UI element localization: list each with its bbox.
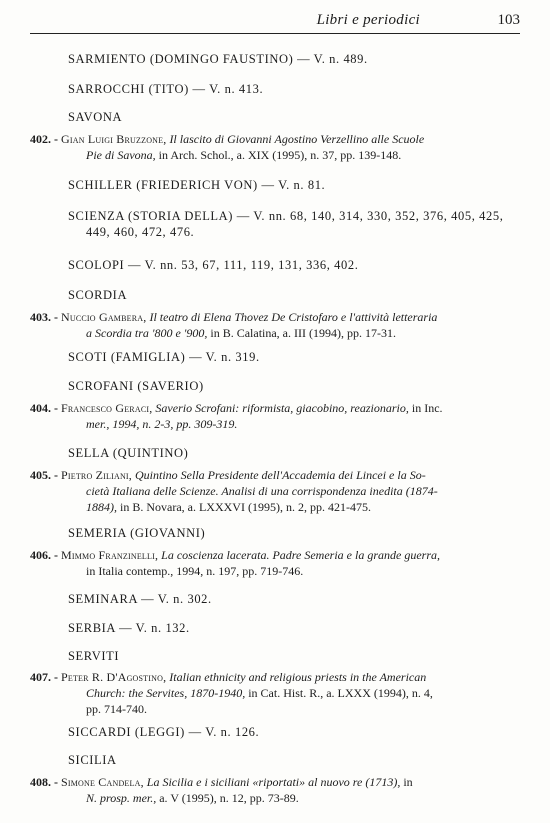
- heading-siccardi: SICCARDI (LEGGI) — V. n. 126.: [68, 725, 260, 739]
- header-rule: [30, 33, 520, 34]
- entry-406: 406. - Mimmo Franzinelli, La coscienza lacerata. Padre Semeria e la grande guerra, in Italia contemp., 1994, n. 197, pp. 719-746.: [30, 548, 440, 578]
- heading-sella: SELLA (QUINTINO): [68, 446, 189, 460]
- entry-403: 403. - Nuccio Gambera, Il teatro di Elena Thovez De Cristofaro e l'attività letteraria a Scordia tra '800 e '900, in B. Calatina, a. III (1994), pp. 17-31.: [30, 310, 438, 340]
- heading-scrofani: SCROFANI (SAVERIO): [68, 379, 204, 393]
- heading-scienza-cont: 449, 460, 472, 476.: [86, 225, 195, 239]
- entry-402: 402. - Gian Luigi Bruzzone, Il lascito di Giovanni Agostino Verzellino alle Scuole Pie di Savona, in Arch. Schol., a. XIX (1995), n. 37, pp. 139-148.: [30, 132, 425, 162]
- entry-404: 404. - Francesco Geraci, Saverio Scrofani: riformista, giacobino, reazionario, in Inc. mer., 1994, n. 2-3, pp. 309-319.: [30, 401, 443, 431]
- running-header: [30, 8, 520, 30]
- page-number: 103: [497, 12, 520, 28]
- heading-scoti: SCOTI (FAMIGLIA) — V. n. 319.: [68, 350, 260, 364]
- heading-sarmiento: SARMIENTO (DOMINGO FAUSTINO) — V. n. 489.: [68, 52, 368, 66]
- running-title: Libri e periodici: [316, 12, 420, 28]
- heading-semeria: SEMERIA (GIOVANNI): [68, 526, 206, 540]
- heading-seminara: SEMINARA — V. n. 302.: [68, 592, 212, 606]
- heading-serbia: SERBIA — V. n. 132.: [68, 621, 190, 635]
- heading-serviti: SERVITI: [68, 649, 120, 663]
- entry-405: 405. - Pietro Ziliani, Quintino Sella Presidente dell'Accademia dei Lincei e la So- cietà Italiana delle Scienze. Analisi di una corrispondenza inedita (1874- 1884), in B. Novara, a. LXXXVI (1995), n. 2, pp. 421-475.: [30, 468, 438, 514]
- heading-sarrocchi: SARROCCHI (TITO) — V. n. 413.: [68, 82, 264, 96]
- heading-savona: SAVONA: [68, 110, 123, 124]
- entry-408: 408. - Simone Candela, La Sicilia e i siciliani «riportati» al nuovo re (1713), in N. prosp. mer., a. V (1995), n. 12, pp. 73-89.: [30, 775, 413, 805]
- entry-407: 407. - Peter R. D'Agostino, Italian ethnicity and religious priests in the American Church: the Servites, 1870-1940, in Cat. Hist. R., a. LXXX (1994), n. 4, pp. 714-740.: [30, 670, 433, 716]
- heading-scordia: SCORDIA: [68, 288, 128, 302]
- heading-scolopi: SCOLOPI — V. nn. 53, 67, 111, 119, 131, 336, 402.: [68, 258, 359, 272]
- heading-sicilia: SICILIA: [68, 753, 117, 767]
- heading-schiller: SCHILLER (FRIEDERICH VON) — V. n. 81.: [68, 178, 326, 192]
- heading-scienza: SCIENZA (STORIA DELLA) — V. nn. 68, 140, 314, 330, 352, 376, 405, 425,: [68, 209, 504, 223]
